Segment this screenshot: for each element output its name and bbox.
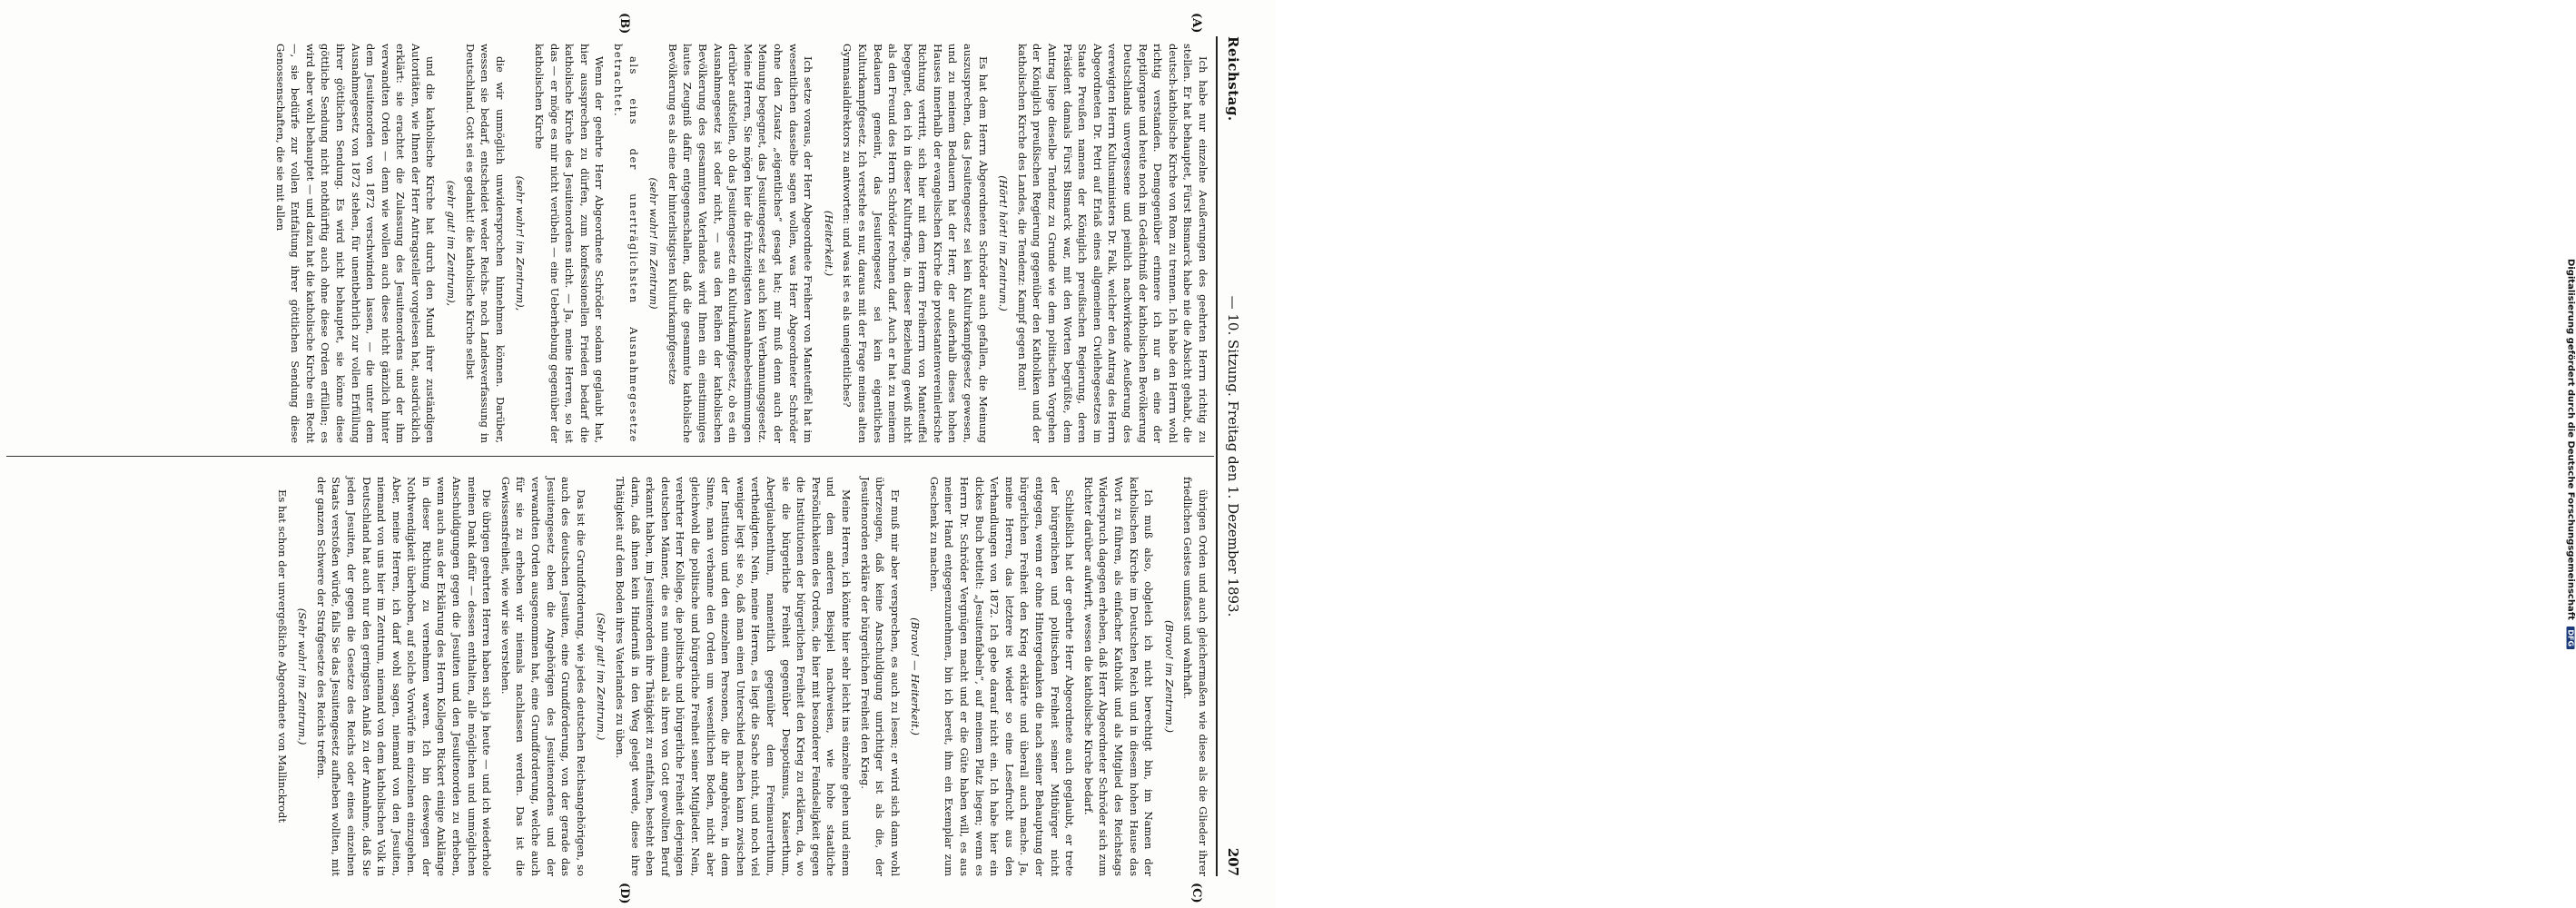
right-column-interjection: (Bravo! im Zentrum.) (1162, 619, 1176, 733)
left-column-interjection: (sehr wahr! im Zentrum), (514, 175, 528, 311)
left-text-column (3, 44, 1210, 443)
right-column-interjection: (Bravo! — Heiterkeit.) (909, 617, 923, 735)
dfg-logo: DFG (2567, 627, 2575, 649)
right-column-interjection: (Sehr wahr! im Zentrum.) (296, 607, 310, 745)
right-column-paragraph: Schließlich hat der geehrte Herr Abgeordnete auch geglaubt, er trete der bürgerlichen und politischen Freiheit seiner Mitbürger nicht entgegen, wenn er ohne Hintergedanken die nach seiner Behauptung der bürgerlichen Freiheit den Krieg erklärte und überall auch mache. Ja, meine Herren, das letztere ist wieder so eine Lesefrucht aus den Verhandlungen von 1872. Ich gebe darauf nicht ein. Ich habe hier ein dickes Buch betitelt: „Jesuitenfabeln“, auf meinem Platz liegen; wenn es Herrn Dr. Schröder Vergnügen macht und er die Güte haben will, es aus meiner Hand entgegenzunehmen, bin ich bereit, ihm ein Exemplar zum Geschenk zu machen. (927, 477, 1077, 876)
header-date: Freitag den 1. Dezember 1893. (1225, 400, 1241, 617)
right-column-paragraph: Es hat schon der unvergeßliche Abgeordnete von Mallinckrodt (275, 489, 289, 823)
funding-sidebar (1280, 0, 2576, 908)
funding-note (2566, 259, 2576, 649)
right-column-paragraph: Er muß mir aber versprechen, es auch zu lesen; er wird sich dann wohl überzeugen, daß keine Anschuldigung unrichtiger ist als die, der Jesuitenorden erkläre der bürgerlichen Freiheit den Krieg. (858, 477, 902, 876)
header-title: Reichstag. (1225, 36, 1241, 122)
left-column-interjection: (Hört! hört! im Zentrum.) (997, 175, 1011, 311)
left-column-interjection: (Heiterkeit.) (822, 210, 835, 277)
funding-note-text: Digitalisierung gefördert durch die Deutsche Forschungsgemeinschaft (2565, 258, 2576, 620)
right-text-column (3, 477, 1210, 876)
left-column-paragraph: als eins der unerträglichsten Ausnahmegesetze betrachtet. (612, 44, 640, 443)
column-divider (6, 456, 1214, 457)
header-session: — 10. Sitzung. (1225, 295, 1241, 397)
right-column-paragraph: übrigen Orden und auch gleichermaßen wie diese als die Glieder ihrer friedlichen Geistes umfasst und wahrhaft. (1181, 477, 1209, 876)
scanned-page (0, 0, 1276, 908)
header-session-date (1225, 36, 1241, 876)
left-column-interjection: (sehr wahr! im Zentrum) (647, 177, 661, 310)
margin-marker-c: (C) (1189, 883, 1203, 903)
left-column-paragraph: Wenn der geehrte Herr Abgeordnete Schröder sodann geglaubt hat, hier aussprechen zu dürfen, zum konfessionellen Frieden bedarf die katholische Kirche des Jesuitenordens nicht. — Ja, meine Herren, so ist das — er möge es mir nicht verübeln — eine Ueberhebung gegenüber der katholischen Kirche (533, 44, 607, 443)
left-column-paragraph: die wir unmöglich unwidersprochen hinnehmen können. Darüber, wessen sie bedarf, entscheidet weder Reichs- noch Landesverfassung in Deutschland. Gott sei es gedankt! die katholische Kirche selbst (463, 44, 507, 443)
right-column-paragraph: Ich muß also, obgleich ich nicht berechtigt bin, im Namen der katholischen Kirche im Deutschen Reich und in diesem hohen Hause das Wort zu führen, als einfacher Katholik und als Mitglied des Reichstags Widerspruch dagegen erheben, daß Herr Abgeordneter Schröder sich zum Richter darüber aufwirft, wessen die katholische Kirche bedarf. (1081, 477, 1156, 876)
right-column-paragraph: Meine Herren, ich könnte hier sehr leicht ins einzelne gehen und einem und dem anderen Beispiel nachweisen, wie hohe staatliche Persönlichkeiten des Ordens, die hier mit besonderer Feindseligkeit gegen die Institutionen der bürgerlichen Freiheit den Krieg zu erklären, da, wo sie die bürgerliche Freiheit gegenüber Despotismus, Kaiserthum, Aberglaubenthum, namentlich gegenüber dem Freimaurerthum, vertheidigten. Nein, meine Herren, es liegt die Sache nicht, und noch viel weniger liegt sie so, daß man einen Unterschied machen kann zwischen der Institution und den einzelnen Personen, die ihr angehören, in dem Sinne, man verbanne den Orden um wesentlichen Boden, nicht aber gleichwohl die politische und bürgerliche Freiheit seiner Mitglieder. Nein, verehrter Herr Kollege, die politische und bürgerliche Freiheit derjenigen deutschen Männer, die es nun einmal als ihren von Gott gewollten Beruf erkannt haben, im Jesuitenorden ihre Thätigkeit zu entfalten, besteht eben darin, daß ihnen kein Hinderniß in den Weg gelegt werde, diese ihre Thätigkeit auf dem Boden ihres Vaterlandes zu üben. (614, 477, 853, 876)
right-column-paragraph: Die übrigen geehrten Herren haben sich ja heute — und ich wiederhole meinen Dank dafür — dessen enthalten, alle möglichen und unmöglichen Anschuldigungen gegen die Jesuiten und den Jesuitenorden zu erheben, wenn auch aus der Erklärung des Herrn Kollegen Rickert einige Anklänge in dieser Richtung zu vernehmen waren. Ich bin deswegen der Nothwendigkeit überhoben, auf solche Vorwürfe im einzelnen einzugehen. Aber, meine Herren, ich darf wohl sagen, niemand von den Jesuiten, niemand von uns hier im Zentrum, niemand von dem katholischen Volk in Deutschland hat auch nur den geringsten Anlaß zu der Annahme, daß Sie jeden Jesuiten, der gegen die Gesetze des Reichs oder eines einzelnen Staats verstoßen würde, falls Sie das Jesuitengesetz aufheben wollten, mit der ganzen Schwere der Strafgesetze des Reichs treffen. (314, 477, 494, 876)
page-header (1219, 36, 1241, 876)
right-column-interjection: (Sehr gut! im Zentrum.) (595, 612, 608, 741)
left-column-paragraph: Ich habe nur einzelne Aeußerungen des geehrten Herrn richtig zu stellen. Er hat behauptet, Fürst Bismarck habe nie die Absicht gehabt, die deutsch-katholische Kirche von Rom zu trennen. Ich habe den Herrn wohl richtig verstanden. Demgegenüber erinnere ich nur an eine der Reptilorgane und heute noch im Gedächtniß der katholischen Bevölkerung Deutschlands unvergessene und peinlich nachwirkende Aeußerung des verewigten Herrn Kultusministers Dr. Falk, welcher den Antrag des Herrn Abgeordneten Dr. Petri auf Erlaß eines allgemeinen Civilehegesetzes im Staate Preußen namens der Königlich preußischen Regierung, deren Präsident damals Fürst Bismarck war, mit den Worten begrüßte, dem Antrag liege dieselbe Tendenz zu Grunde wie dem politischen Vorgehen der Königlich preußischen Regierung gegenüber den Katholiken und der katholischen Kirche des Landes, die Tendenz: Kampf gegen Rom! (1015, 44, 1209, 443)
left-column-paragraph: und die katholische Kirche hat durch den Mund ihrer zuständigen Autoritäten, wie Ihnen der Herr Antragsteller vorgelesen hat, ausdrücklich erklärt: sie erachtet die Zulassung des Jesuitenordens und der ihm verwandten Orden — denn wie wollen auch diese nicht gänzlich hinter dem Jesuitenorden von 1872 verschwinden lassen, — die unter dem Ausnahmegesetz von 1872 stehen, für unentbehrlich zur vollen Erfüllung ihrer göttlichen Sendung. Es wird nicht behauptet, sie könne diese göttliche Sendung nicht nothdürftig auch ohne diese Orden erfüllen; es wird aber wohl behauptet — und dazu hat die katholische Kirche ein Recht —, sie bedürfe zur vollen Entfaltung ihrer göttlichen Sendung diese Genossenschaften, die sie mit allen (273, 44, 438, 443)
header-rule (1216, 36, 1218, 876)
margin-marker-d: (D) (617, 883, 631, 904)
margin-marker-b: (B) (617, 13, 631, 35)
header-page-number: 207 (1225, 847, 1241, 876)
left-column-paragraph: Ich setze voraus, der Herr Abgeordnete Freiherr von Manteuffel hat im wesentlichen dasselbe sagen wollen, was Herr Abgeordneter Schröder ohne den Zusatz „eigentliches“ gesagt hat; mir muß denn auch der Meinung begegnet, das Jesuitengesetz sei auch kein Verbannungsgesetz. Meine Herren, Sie mögen hier die frühzeitigsten Ausnahmebestimmungen derüber aufstellen, ob das Jesuitengesetz ein Kulturkampfgesetz, ob es ein Ausnahmegesetz ist oder nicht, — aus den Reihen der katholischen Bevölkerung des gesammten Vaterlandes wird Ihnen ein einstimmiges lautes Zeugniß dafür entgegenschallen, daß die gesammte katholische Bevölkerung es als eine der hinterlistigsten Kulturkampfgesetze (666, 44, 815, 443)
right-column-paragraph: Das ist die Grundforderung, wie jedes deutschen Reichsangehörigen, so auch des deutschen Jesuiten, eine Grundforderung, von der gerade das Jesuitengesetz eben die Angehörigen des Jesuitenordens und der verwandten Orden ausgenommen hat, eine Grundforderung, welche auch für sie zu erheben wir niemals nachlassen werden. Das ist die Gewissensfreiheit, wie wir sie verstehen. (498, 477, 587, 876)
left-column-interjection: (sehr gut! im Zentrum), (445, 180, 459, 307)
margin-marker-a: (A) (1189, 13, 1203, 34)
left-column-paragraph: Es hat dem Herrn Abgeordneten Schröder auch gefallen, die Meinung auszusprechen, das Jesuitengesetz sei kein Kulturkampfgesetz gewesen, und zu meinem Bedauern hat der Herr, der außerhalb dieses hohen Hauses innerhalb der evangelischen Kirche die protestantenvereinlerische Richtung vertritt, sich hier mit dem Herrn Freiherrn von Manteuffel begegnet, den ich in dieser Kulturfrage, in dieser Beziehung gewiß nicht als den Freund des Herrn Schröder rechnen darf. Auch er hat zu meinem Bedauern gemeint, das Jesuitengesetz sei kein eigentliches Kulturkampfgesetz. Ich verstehe es nur, daraus mit der Frage meines alten Gymnasialdirektors zu antworten: und was ist es als uneigentliches? (841, 44, 990, 443)
